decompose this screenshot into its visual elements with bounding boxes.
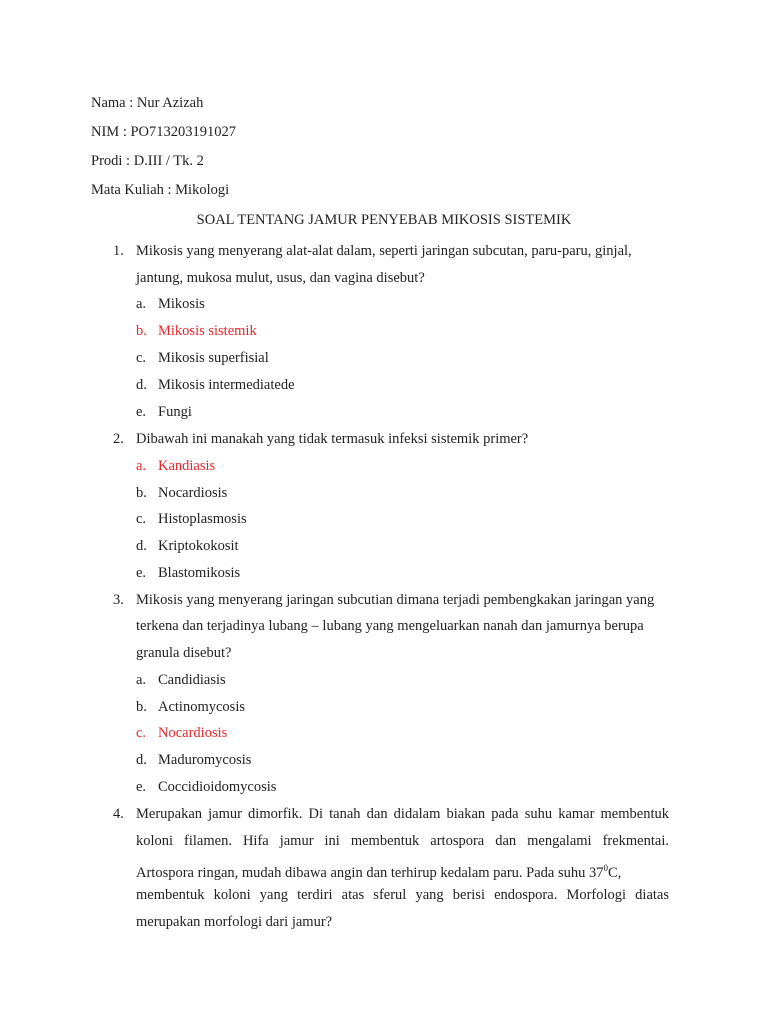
course-name: Mata Kuliah : Mikologi	[91, 182, 230, 198]
option-letter-answer: a.	[136, 458, 147, 474]
student-nim: NIM : PO713203191027	[91, 124, 237, 140]
option-text: Kriptokokosit	[158, 538, 239, 554]
option-text: Mikosis intermediatede	[158, 377, 295, 393]
student-name: Nama : Nur Azizah	[91, 95, 204, 111]
question-text-line: Merupakan jamur dimorfik. Di tanah dan didalam biakan pada suhu kamar membentuk	[136, 806, 669, 822]
option-text-answer: Nocardiosis	[158, 725, 228, 741]
option-text-answer: Kandiasis	[158, 458, 216, 474]
option-letter: b.	[136, 485, 147, 501]
option-letter-answer: b.	[136, 323, 147, 339]
option-letter: a.	[136, 296, 147, 312]
option-text: Candidiasis	[158, 672, 226, 688]
option-letter: e.	[136, 404, 147, 420]
option-letter: c.	[136, 350, 147, 366]
temperature-unit: C,	[608, 864, 622, 881]
question-text-line-temperature	[136, 859, 669, 882]
question-text-line: membentuk koloni yang terdiri atas sferul yang berisi endospora. Morfologi diatas	[136, 887, 669, 903]
option-text: Coccidioidomycosis	[158, 779, 277, 795]
option-letter: a.	[136, 672, 147, 688]
question-number: 1.	[113, 243, 124, 259]
question-text-fragment: Artospora ringan, mudah dibawa angin dan terhirup kedalam paru. Pada suhu 37	[136, 864, 604, 881]
option-letter: d.	[136, 752, 147, 768]
option-text: Actinomycosis	[158, 699, 245, 715]
question-number: 3.	[113, 592, 124, 608]
option-text: Blastomikosis	[158, 565, 241, 581]
option-text: Mikosis superfisial	[158, 350, 269, 366]
question-number: 2.	[113, 431, 124, 447]
question-text-line: koloni filamen. Hifa jamur ini membentuk artospora dan mengalami frekmentai.	[136, 833, 669, 849]
option-letter: d.	[136, 377, 147, 393]
option-text: Maduromycosis	[158, 752, 252, 768]
option-letter-answer: c.	[136, 725, 147, 741]
question-number: 4.	[113, 806, 124, 822]
study-program: Prodi : D.III / Tk. 2	[91, 153, 204, 169]
option-text: Histoplasmosis	[158, 511, 247, 527]
question-text-line: merupakan morfologi dari jamur?	[136, 914, 333, 930]
question-text-line: jantung, mukosa mulut, usus, dan vagina disebut?	[136, 270, 425, 286]
option-letter: e.	[136, 565, 147, 581]
question-text-line: Mikosis yang menyerang jaringan subcutian dimana terjadi pembengkakan jaringan yang	[136, 592, 655, 608]
option-letter: e.	[136, 779, 147, 795]
question-text-line: Dibawah ini manakah yang tidak termasuk infeksi sistemik primer?	[136, 431, 529, 447]
question-text-line: Mikosis yang menyerang alat-alat dalam, seperti jaringan subcutan, paru-paru, ginjal,	[136, 243, 632, 259]
option-letter: b.	[136, 699, 147, 715]
option-text: Mikosis	[158, 296, 205, 312]
option-text-answer: Mikosis sistemik	[158, 323, 257, 339]
option-text: Fungi	[158, 404, 192, 420]
question-text-line: terkena dan terjadinya lubang – lubang yang mengeluarkan nanah dan jamurnya berupa	[136, 618, 644, 634]
option-letter: c.	[136, 511, 147, 527]
temperature-superscript: 0	[603, 863, 608, 873]
option-text: Nocardiosis	[158, 485, 228, 501]
document-title: SOAL TENTANG JAMUR PENYEBAB MIKOSIS SISTEMIK	[196, 212, 572, 228]
question-text-line: granula disebut?	[136, 645, 232, 661]
option-letter: d.	[136, 538, 147, 554]
